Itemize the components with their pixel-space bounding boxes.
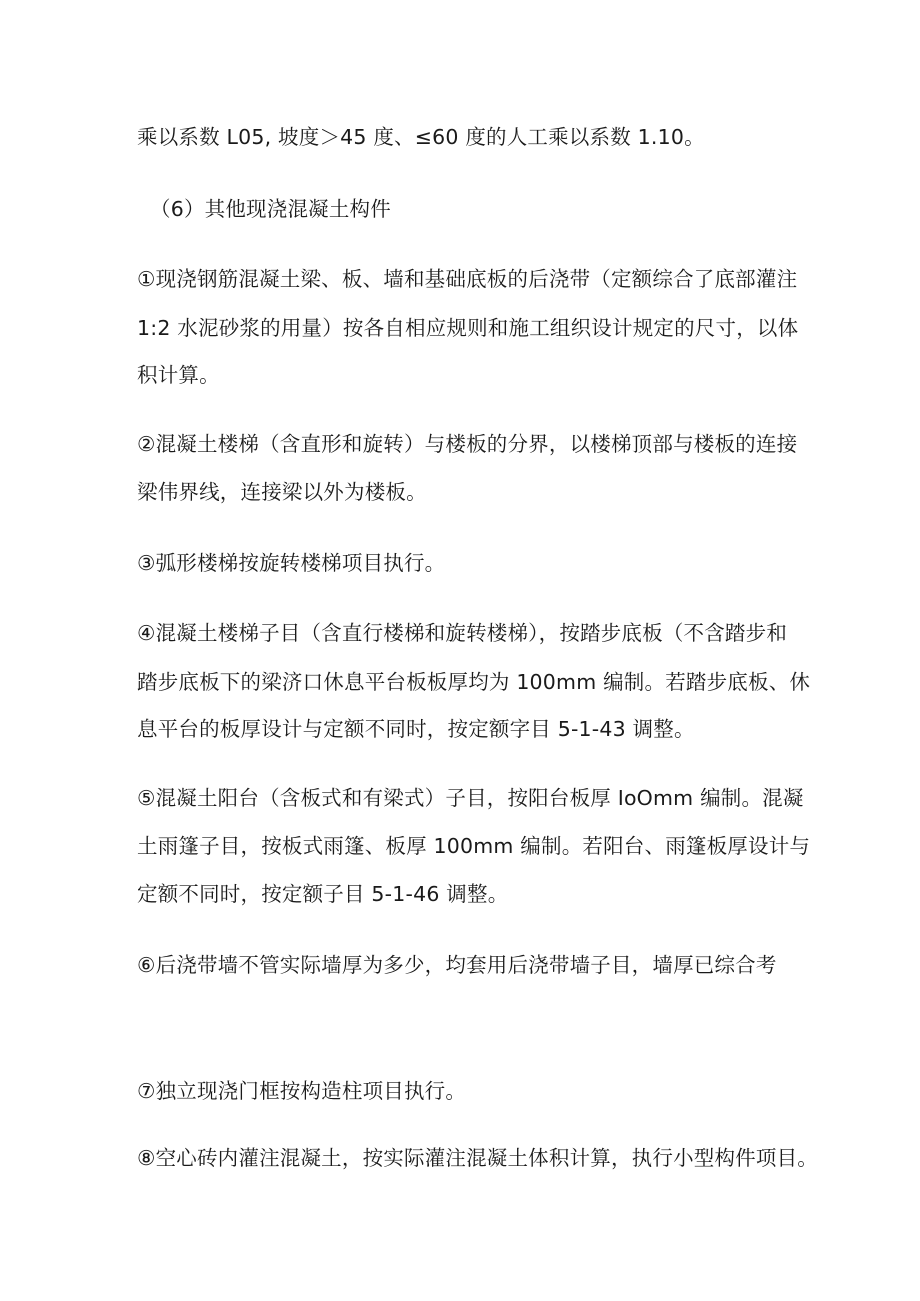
section-heading-6: （6）其他现浇混凝土构件 bbox=[150, 197, 391, 221]
item-5-line-3: 定额不同时，按定额子目 5-1-46 调整。 bbox=[137, 882, 509, 906]
item-5-line-2: 土雨篷子目，按板式雨篷、板厚 100mm 编制。若阳台、雨篷板厚设计与 bbox=[137, 834, 811, 858]
item-4-line-2: 踏步底板下的梁济口休息平台板板厚均为 100mm 编制。若踏步底板、休 bbox=[137, 670, 811, 694]
item-1-line-2: 1:2 水泥砂浆的用量）按各自相应规则和施工组织设计规定的尺寸，以体 bbox=[137, 316, 799, 340]
item-3-line-1: ③弧形楼梯按旋转楼梯项目执行。 bbox=[137, 551, 446, 575]
item-2-line-1: ②混凝土楼梯（含直形和旋转）与楼板的分界，以楼梯顶部与楼板的连接 bbox=[137, 432, 798, 456]
item-2-line-2: 梁伟界线，连接梁以外为楼板。 bbox=[137, 480, 427, 504]
item-8-line-1: ⑧空心砖内灌注混凝土，按实际灌注混凝土体积计算，执行小型构件项目。 bbox=[137, 1146, 818, 1170]
text-line-coefficient: 乘以系数 L05, 坡度＞45 度、≤60 度的人工乘以系数 1.10。 bbox=[137, 125, 705, 149]
item-1-line-1: ①现浇钢筋混凝土梁、板、墙和基础底板的后浇带（定额综合了底部灌注 bbox=[137, 267, 798, 291]
item-7-line-1: ⑦独立现浇门框按构造柱项目执行。 bbox=[137, 1079, 467, 1103]
item-5-line-1: ⑤混凝土阳台（含板式和有梁式）子目，按阳台板厚 IoOmm 编制。混凝 bbox=[137, 786, 804, 810]
item-4-line-3: 息平台的板厚设计与定额不同时，按定额字目 5-1-43 调整。 bbox=[137, 717, 695, 741]
item-6-line-1: ⑥后浇带墙不管实际墙厚为多少，均套用后浇带墙子目，墙厚已综合考 bbox=[137, 953, 777, 977]
item-1-line-3: 积计算。 bbox=[137, 363, 220, 387]
item-4-line-1: ④混凝土楼梯子目（含直行楼梯和旋转楼梯），按踏步底板（不含踏步和 bbox=[137, 621, 788, 645]
